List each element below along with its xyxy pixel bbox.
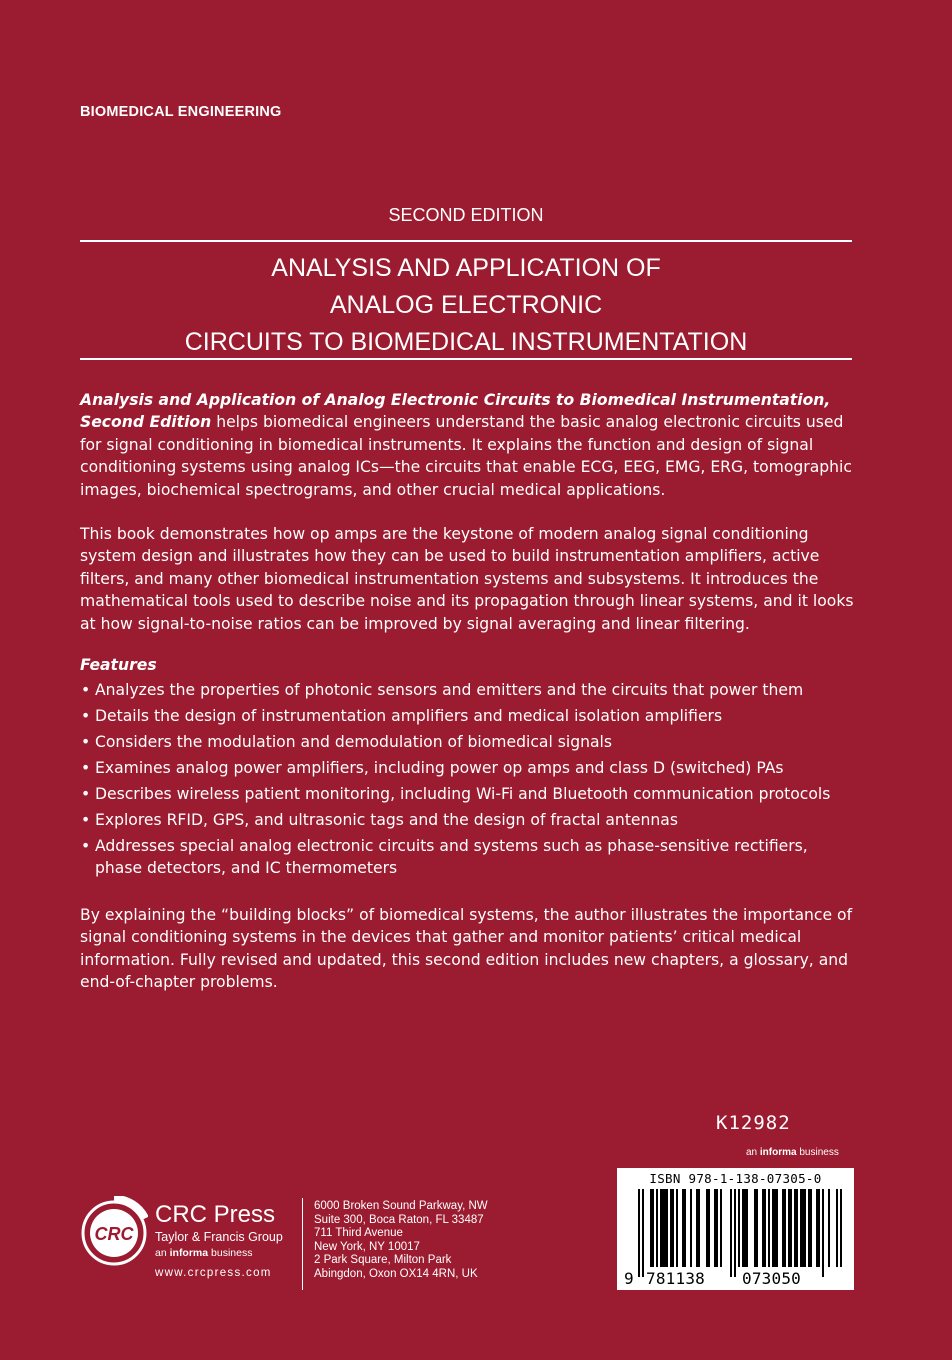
features-list	[80, 679, 856, 883]
barcode-bar	[790, 1189, 792, 1267]
barcode-bar	[756, 1189, 758, 1267]
barcode-bar	[690, 1189, 692, 1267]
barcode-bar	[784, 1189, 786, 1267]
address-line: New York, NY 10017	[314, 1240, 420, 1253]
isbn-digit-lead: 9	[624, 1269, 634, 1288]
barcode-bar	[738, 1189, 740, 1267]
title-rule-bottom	[80, 358, 852, 360]
barcode-bar	[802, 1189, 804, 1267]
description-paragraph-2	[80, 523, 856, 635]
edition-label: SECOND EDITION	[388, 205, 544, 225]
address-line: 6000 Broken Sound Parkway, NW	[314, 1200, 488, 1212]
barcode-bar	[656, 1189, 658, 1267]
barcode-bar	[764, 1189, 766, 1267]
feature-item: • Addresses special analog electronic circuits and systems such as phase-sensitive rectifiers, phase detectors, and IC thermometers	[80, 835, 856, 879]
isbn-label: ISBN 978-1-138-07305-0	[649, 1171, 822, 1186]
publisher-name: CRC Press	[155, 1201, 276, 1228]
feature-item: • Examines analog power amplifiers, including power op amps and class D (switched) PAs	[80, 757, 856, 779]
publisher-website: www.crcpress.com	[155, 1267, 272, 1279]
barcode-bar	[782, 1189, 784, 1267]
barcode-bar	[796, 1189, 798, 1267]
category-label: BIOMEDICAL ENGINEERING	[80, 104, 282, 120]
barcode-bar	[768, 1189, 770, 1267]
barcode-bar	[772, 1189, 774, 1267]
barcode-bar	[734, 1189, 736, 1277]
barcode-bar	[810, 1189, 812, 1267]
feature-item: • Details the design of instrumentation amplifiers and medical isolation amplifiers	[80, 705, 856, 727]
barcode-bar	[720, 1189, 722, 1267]
publisher-informa: an informa business	[155, 1247, 253, 1259]
barcode-bar	[816, 1189, 818, 1267]
barcode-bar	[652, 1189, 654, 1267]
features-heading: Features	[80, 656, 157, 674]
barcode-bar	[800, 1189, 802, 1267]
barcode-bar	[746, 1189, 748, 1267]
barcode-bar	[682, 1189, 684, 1267]
barcode-bar	[776, 1189, 778, 1267]
barcode-bar	[754, 1189, 756, 1267]
barcode-bar	[744, 1189, 746, 1267]
barcode-bar	[742, 1189, 744, 1267]
feature-item: • Explores RFID, GPS, and ultrasonic tags and the design of fractal antennas	[80, 809, 856, 831]
barcode-bar	[660, 1189, 662, 1267]
isbn-barcode	[617, 1168, 854, 1290]
barcode-bar	[808, 1189, 810, 1267]
crc-logo-text: CRC	[94, 1224, 134, 1244]
barcode-bar	[708, 1189, 710, 1267]
barcode-bar	[762, 1189, 764, 1267]
barcode-bar	[730, 1189, 732, 1277]
address-line: 711 Third Avenue	[314, 1227, 403, 1239]
barcode-bar	[840, 1189, 842, 1267]
informa-tag: an informa business	[746, 1147, 839, 1158]
book-title	[80, 250, 852, 361]
barcode-bar	[706, 1189, 708, 1267]
barcode-bar	[642, 1189, 644, 1277]
barcode-bar	[698, 1189, 700, 1267]
barcode-bar	[822, 1189, 824, 1277]
barcode-bar	[836, 1189, 838, 1267]
crc-logo-icon	[80, 1196, 148, 1268]
barcode-bar	[828, 1189, 830, 1267]
barcode-bar	[662, 1189, 664, 1267]
barcode-bar	[774, 1189, 776, 1267]
barcode-bar	[638, 1189, 640, 1277]
address-line: Suite 300, Boca Raton, FL 33487	[314, 1213, 484, 1226]
barcode-bar	[676, 1189, 678, 1267]
paragraph-text: By explaining the “building blocks” of biomedical systems, the author illustrates the importance of signal conditioning systems in the devices that gather and monitor patients’ critical medical information. Fully revised and updated, this second edition includes new chapters, a glossary, and end-of-chapter problems.	[80, 906, 853, 992]
publisher-group: Taylor & Francis Group	[155, 1230, 283, 1244]
title-line: CIRCUITS TO BIOMEDICAL INSTRUMENTATION	[184, 328, 748, 356]
catalog-number: K12982	[716, 1112, 791, 1134]
barcode-bar	[684, 1189, 686, 1267]
description-emphasis: Analysis and Application of Analog Electronic Circuits to Biomedical Instrumentation, Second Edition	[80, 391, 831, 432]
title-line: ANALYSIS AND APPLICATION OF	[271, 254, 661, 282]
description-rest: helps biomedical engineers understand the basic analog electronic circuits used for signal conditioning in biomedical instruments. It explains the function and design of signal conditioning systems using analog ICs—the circuits that enable ECG, EEG, EMG, ERG, tomographic images, biochemical spectrograms, and other crucial medical applications.	[80, 413, 852, 499]
feature-item: • Analyzes the properties of photonic sensors and emitters and the circuits that power them	[80, 679, 856, 701]
barcode-bar	[716, 1189, 718, 1267]
barcode-bar	[670, 1189, 672, 1267]
barcode-bar	[818, 1189, 820, 1267]
description-paragraph-1	[80, 389, 856, 501]
feature-item: • Describes wireless patient monitoring, including Wi-Fi and Bluetooth communication protocols	[80, 783, 856, 805]
barcode-bar	[794, 1189, 796, 1267]
title-rule-top	[80, 240, 852, 242]
barcode-bar	[804, 1189, 806, 1267]
feature-item: • Considers the modulation and demodulation of biomedical signals	[80, 731, 856, 753]
publisher-divider	[302, 1198, 303, 1290]
isbn-digit-group-2: 073050	[742, 1269, 801, 1288]
address-line: Abingdon, Oxon OX14 4RN, UK	[314, 1267, 478, 1280]
paragraph-text: This book demonstrates how op amps are the keystone of modern analog signal conditioning system design and illustrates how they can be used to build instrumentation amplifiers, active filters, and many other biomedical instrumentation systems and subsystems. It introduces the mathematical tools used to describe noise and its propagation through linear systems, and it looks at how signal-to-noise ratios can be improved by signal averaging and linear filtering.	[80, 525, 854, 633]
barcode-bar	[696, 1189, 698, 1267]
barcode-bar	[714, 1189, 716, 1267]
publisher-addresses	[314, 1200, 488, 1281]
isbn-digit-group-1: 781138	[646, 1269, 705, 1288]
barcode-bar	[672, 1189, 674, 1267]
barcode-bar	[650, 1189, 652, 1267]
barcode-bar	[788, 1189, 790, 1267]
barcode-bar	[666, 1189, 668, 1267]
address-line: 2 Park Square, Milton Park	[314, 1254, 452, 1266]
description-paragraph-3	[80, 904, 856, 994]
barcode-bar	[664, 1189, 666, 1267]
title-line: ANALOG ELECTRONIC	[329, 291, 603, 319]
